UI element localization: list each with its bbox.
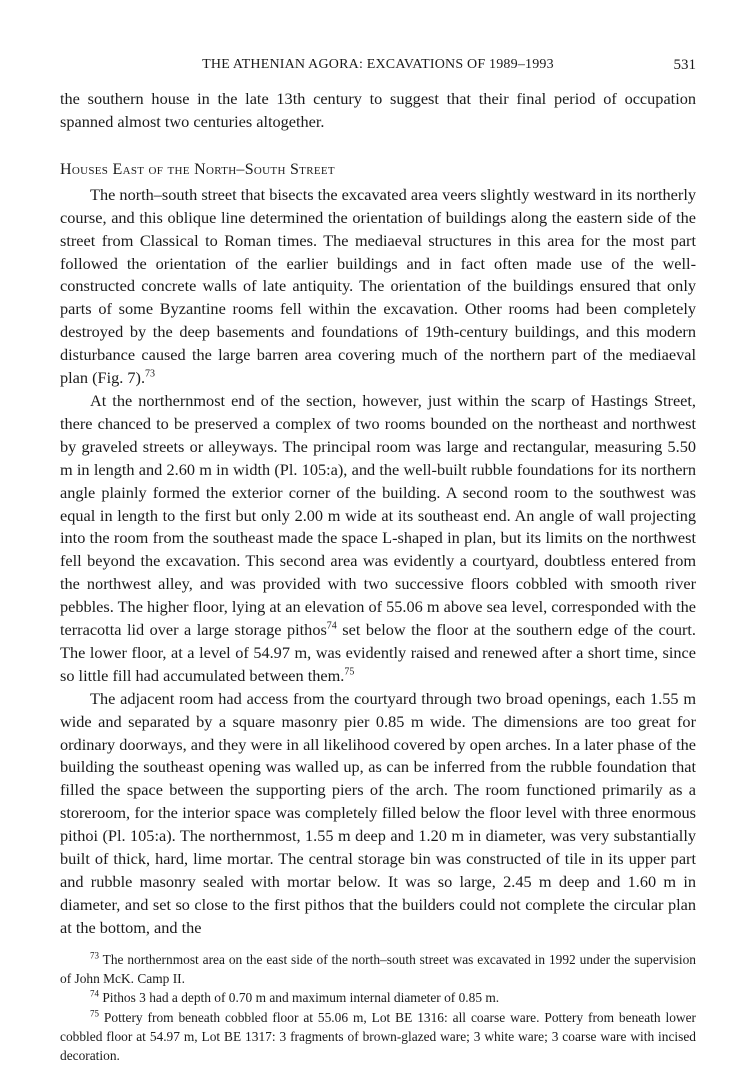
footnotes bbox=[60, 950, 696, 1066]
paragraph-2-text-b: set below the floor at the southern edge of the court. The lower floor, at a level of 54.97 m, was evidently raised and renewed after a short time, since so little fill had accumulated between them. bbox=[60, 620, 696, 685]
body-text bbox=[60, 88, 696, 1066]
footnote-number: 75 bbox=[90, 1008, 99, 1019]
section-heading: Houses East of the North–South Street bbox=[60, 160, 335, 178]
paragraph-2-text-a: At the northernmost end of the section, however, just within the scarp of Hastings Street, there chanced to be preserved a complex of two rooms bounded on the northeast and northwest by graveled streets or alleyways. The principal room was large and rectangular, measuring 5.50 m in length and 2.60 m in width (Pl. 105:a), and the well-built rubble foundations for its northern angle plainly formed the exterior corner of the building. A second room to the southwest was equal in length to the first but only 2.00 m wide at its southeast end. An angle of wall projecting into the room from the southeast made the space L-shaped in plan, but its limits on the northwest fell beyond the excavation. This second area was evidently a courtyard, doubtless entered from the northwest alley, and was provided with two successive floors cobbled with smooth river pebbles. The higher floor, lying at an elevation of 55.06 m above sea level, corresponded with the terracotta lid over a large storage pithos bbox=[60, 390, 696, 640]
running-head bbox=[60, 55, 696, 77]
paragraph-2 bbox=[60, 390, 696, 688]
footnote-text: The northernmost area on the east side of the north–south street was excavated in 1992 under the supervision of John McK. Camp II. bbox=[60, 951, 696, 987]
footnote bbox=[60, 950, 696, 989]
footnote-ref-73: 73 bbox=[145, 368, 156, 380]
page-number: 531 bbox=[673, 57, 696, 73]
footnote-text: Pithos 3 had a depth of 0.70 m and maximum internal diameter of 0.85 m. bbox=[99, 990, 500, 1006]
footnote bbox=[60, 988, 696, 1007]
footnote-ref-75: 75 bbox=[344, 666, 355, 678]
footnote-ref-74: 74 bbox=[326, 620, 337, 632]
footnote-text: Pottery from beneath cobbled floor at 55.06 m, Lot BE 1316: all coarse ware. Pottery from beneath lower cobbled floor at 54.97 m, Lot BE 1317: 3 fragments of brown-glazed ware; 3 white ware; 3 coarse ware with incised decoration. bbox=[60, 1009, 696, 1064]
paragraph-1 bbox=[60, 184, 696, 390]
paragraph-1-text: The north–south street that bisects the excavated area veers slightly westward in its northerly course, and this oblique line determined the orientation of buildings along the eastern side of the street from Classical to Roman times. The mediaeval structures in this area for the most part followed the orientation of the earlier buildings and in fact often made use of the well-constructed concrete walls of late antiquity. The orientation of the buildings ensured that only parts of some Byzantine rooms fell within the excavation. Other rooms had been completely destroyed by the deep basements and foundations of 19th-century buildings, and this modern disturbance caused the large barren area covering much of the northern part of the mediaeval plan (Fig. 7). bbox=[60, 184, 696, 388]
footnote bbox=[60, 1008, 696, 1066]
footnote-number: 74 bbox=[90, 988, 99, 999]
running-title: THE ATHENIAN AGORA: EXCAVATIONS OF 1989–1993 bbox=[202, 57, 554, 72]
paragraph-continuation: the southern house in the late 13th century to suggest that their final period of occupation spanned almost two centuries altogether. bbox=[60, 89, 696, 131]
paragraph-3: The adjacent room had access from the courtyard through two broad openings, each 1.55 m wide and separated by a square masonry pier 0.85 m wide. The dimensions are too great for ordinary doorways, and they were in all likelihood covered by open arches. In a later phase of the building the southeast opening was walled up, as can be inferred from the rubble foundation that filled the space between the supporting piers of the arch. The room functioned primarily as a storeroom, for the interior space was completely filled below the floor level with three enormous pithoi (Pl. 105:a). The northernmost, 1.55 m deep and 1.20 m in diameter, was very substantially built of thick, hard, lime mortar. The central storage bin was constructed of tile in its upper part and rubble masonry sealed with mortar below. It was so large, 2.45 m deep and 1.60 m in diameter, and set so close to the first pithos that the builders could not complete the circular plan at the bottom, and the bbox=[60, 688, 696, 937]
footnote-number: 73 bbox=[90, 950, 99, 961]
